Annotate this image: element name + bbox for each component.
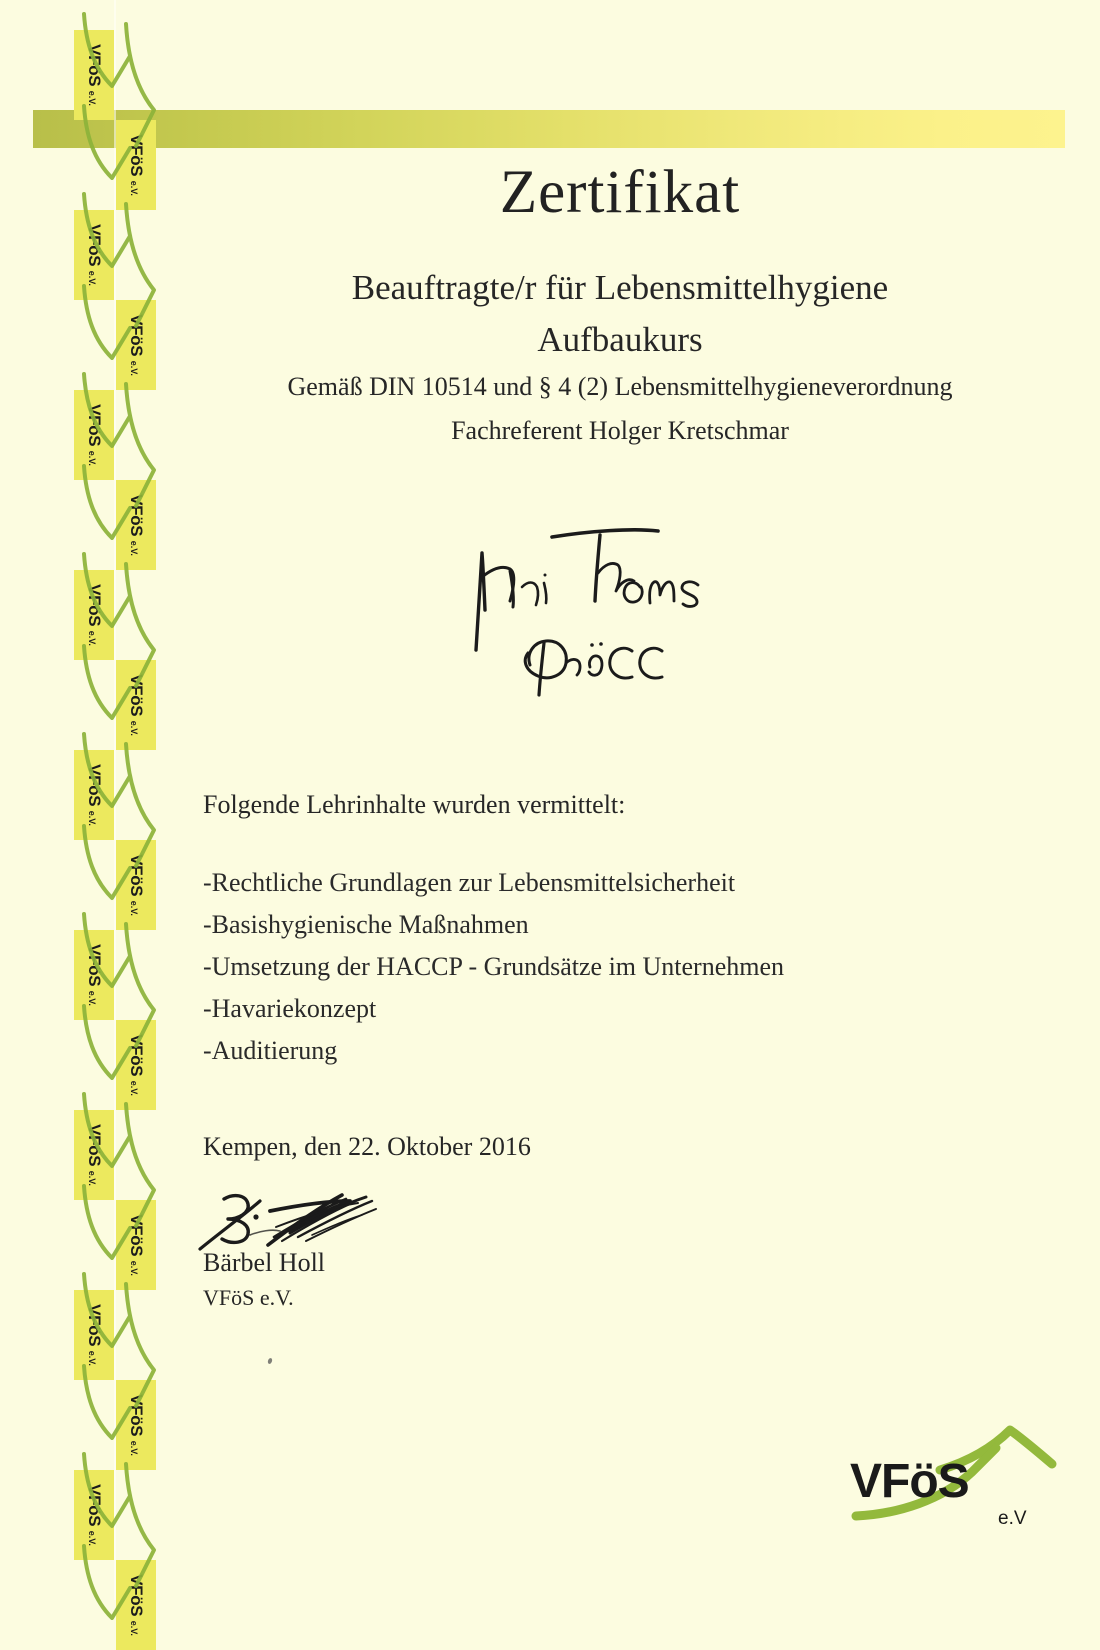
contents-list-item: -Havariekonzept	[203, 994, 377, 1023]
issuer-signature	[190, 1175, 430, 1255]
watermark-label-text: VFöS e.V.	[127, 134, 146, 196]
ink-speck	[267, 1357, 273, 1364]
watermark-label-text: VFöS e.V.	[127, 1394, 146, 1456]
contents-list-item: -Auditierung	[203, 1036, 338, 1065]
page-title: Zertifikat	[499, 159, 741, 226]
watermark-label-text: VFöS e.V.	[127, 674, 146, 736]
watermark-label-text: VFöS e.V.	[127, 314, 146, 376]
contents-intro: Folgende Lehrinhalte wurden vermittelt:	[203, 790, 626, 819]
watermark-label-text: VFöS e.V.	[85, 404, 104, 466]
logo-wordmark: VFöS	[850, 1455, 969, 1508]
watermark-label-text: VFöS e.V.	[85, 1484, 104, 1546]
watermark-label-text: VFöS e.V.	[127, 854, 146, 916]
vfoes-logo	[838, 1392, 1078, 1542]
contents-list-item: -Rechtliche Grundlagen zur Lebensmittelsicherheit	[203, 868, 736, 897]
watermark-label-text: VFöS e.V.	[127, 1574, 146, 1636]
certificate-norm-reference: Gemäß DIN 10514 und § 4 (2) Lebensmittelhygieneverordnung	[287, 372, 953, 401]
watermark-label-text: VFöS e.V.	[85, 1304, 104, 1366]
certificate-subtitle-line-1: Beauftragte/r für Lebensmittelhygiene	[351, 268, 889, 307]
logo-suffix: e.V	[998, 1508, 1027, 1529]
watermark-label-text: VFöS e.V.	[85, 584, 104, 646]
contents-list	[203, 868, 784, 1078]
place-and-date: Kempen, den 22. Oktober 2016	[203, 1132, 531, 1161]
watermark-label-text: VFöS e.V.	[85, 944, 104, 1006]
watermark-label-text: VFöS e.V.	[85, 44, 104, 106]
certificate-subtitle-line-2: Aufbaukurs	[537, 320, 703, 359]
contents-list-item: -Umsetzung der HACCP - Grundsätze im Unternehmen	[203, 952, 785, 981]
watermark-label-text: VFöS e.V.	[127, 1214, 146, 1276]
watermark-label-text: VFöS e.V.	[127, 494, 146, 556]
watermark-label-text: VFöS e.V.	[85, 224, 104, 286]
watermark-label-text: VFöS e.V.	[85, 1124, 104, 1186]
contents-list-item: -Basishygienische Maßnahmen	[203, 910, 529, 939]
issuer-name: Bärbel Holl	[203, 1248, 326, 1277]
certificate-lecturer: Fachreferent Holger Kretschmar	[451, 416, 789, 445]
watermark-label-text: VFöS e.V.	[85, 764, 104, 826]
participant-signature	[440, 495, 860, 695]
issuer-organization: VFöS e.V.	[203, 1285, 294, 1310]
watermark-label-text: VFöS e.V.	[127, 1034, 146, 1096]
